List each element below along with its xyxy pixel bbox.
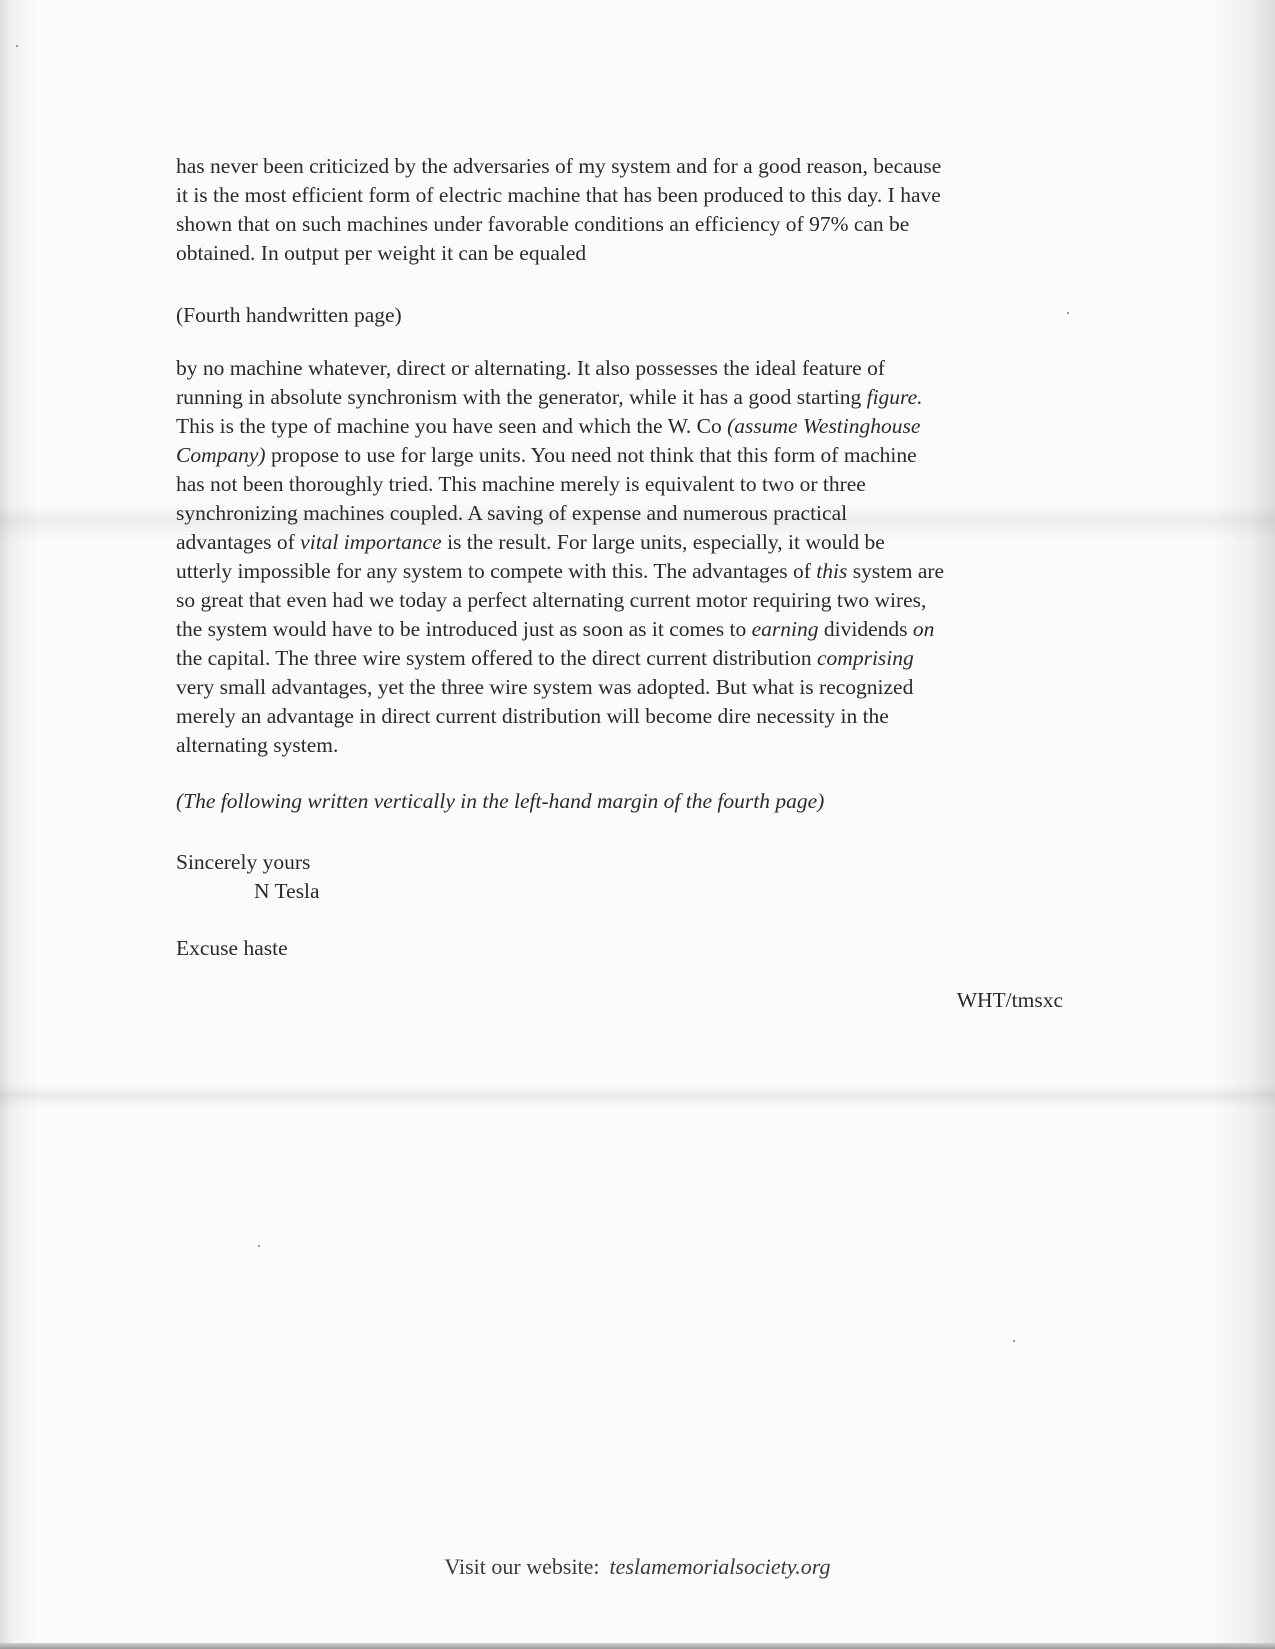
postscript: Excuse haste <box>176 936 288 960</box>
text-span: by no machine whatever, direct or alternating. It also possesses the ideal feature of <box>176 356 885 380</box>
text-span: the capital. The three wire system offered to the direct current distribution <box>176 646 818 670</box>
text-line <box>176 383 1086 412</box>
text-span: alternating system. <box>176 733 339 757</box>
italic-span: Company) <box>176 443 266 467</box>
text-span: very small advantages, yet the three wire system was adopted. But what is recognized <box>176 675 914 699</box>
text-line <box>176 441 1086 470</box>
text-line: obtained. In output per weight it can be equaled <box>176 241 587 265</box>
text-line <box>176 412 1086 441</box>
text-line <box>176 354 1086 383</box>
closing: Sincerely yours <box>176 850 311 874</box>
text-line <box>176 673 1086 702</box>
text-span: has not been thoroughly tried. This machine merely is equivalent to two or three <box>176 472 866 496</box>
text-span: system are <box>847 559 945 583</box>
speck <box>16 45 18 47</box>
signature: N Tesla <box>254 879 320 903</box>
footer-label: Visit our website: <box>444 1554 600 1579</box>
italic-span: figure. <box>866 385 923 409</box>
text-span: the system would have to be introduced just as soon as it comes to <box>176 617 752 641</box>
paragraph-1 <box>176 152 1086 268</box>
scan-edge <box>0 1643 1275 1649</box>
text-span: is the result. For large units, especially, it would be <box>441 530 885 554</box>
text-line <box>176 499 1086 528</box>
italic-span: vital importance <box>300 530 442 554</box>
text-line <box>176 557 1086 586</box>
italic-span: on <box>912 617 935 641</box>
text-span: so great that even had we today a perfect alternating current motor requiring two wires, <box>176 588 927 612</box>
margin-note: (The following written vertically in the left-hand margin of the fourth page) <box>176 789 825 813</box>
speck <box>1067 312 1069 314</box>
italic-span: earning <box>751 617 819 641</box>
text-span: merely an advantage in direct current distribution will become dire necessity in the <box>176 704 889 728</box>
speck <box>1013 1340 1015 1342</box>
paragraph-2 <box>176 354 1086 760</box>
text-span: propose to use for large units. You need not think that this form of machine <box>265 443 917 467</box>
text-span: running in absolute synchronism with the generator, while it has a good starting <box>176 385 867 409</box>
text-line: shown that on such machines under favorable conditions an efficiency of 97% can be <box>176 212 910 236</box>
text-line <box>176 702 1086 731</box>
speck <box>258 1245 260 1247</box>
footer-website-link[interactable]: teslamemorialsociety.org <box>609 1554 831 1579</box>
text-span: dividends <box>818 617 913 641</box>
text-line <box>176 731 1086 760</box>
footer <box>0 1554 1275 1580</box>
text-line <box>176 644 1086 673</box>
text-span: advantages of <box>176 530 301 554</box>
italic-span: (assume Westinghouse <box>727 414 921 438</box>
text-span: synchronizing machines coupled. A saving of expense and numerous practical <box>176 501 848 525</box>
text-line: has never been criticized by the adversaries of my system and for a good reason, because <box>176 154 942 178</box>
text-line <box>176 528 1086 557</box>
text-line: it is the most efficient form of electric machine that has been produced to this day. I have <box>176 183 941 207</box>
text-line <box>176 470 1086 499</box>
typist-initials: WHT/tmsxc <box>956 988 1063 1012</box>
text-line <box>176 615 1086 644</box>
section-heading: (Fourth handwritten page) <box>176 303 402 327</box>
italic-span: comprising <box>817 646 914 670</box>
italic-span: this <box>816 559 848 583</box>
text-span: This is the type of machine you have seen and which the W. Co <box>176 414 728 438</box>
text-span: utterly impossible for any system to compete with this. The advantages of <box>176 559 817 583</box>
text-line <box>176 586 1086 615</box>
